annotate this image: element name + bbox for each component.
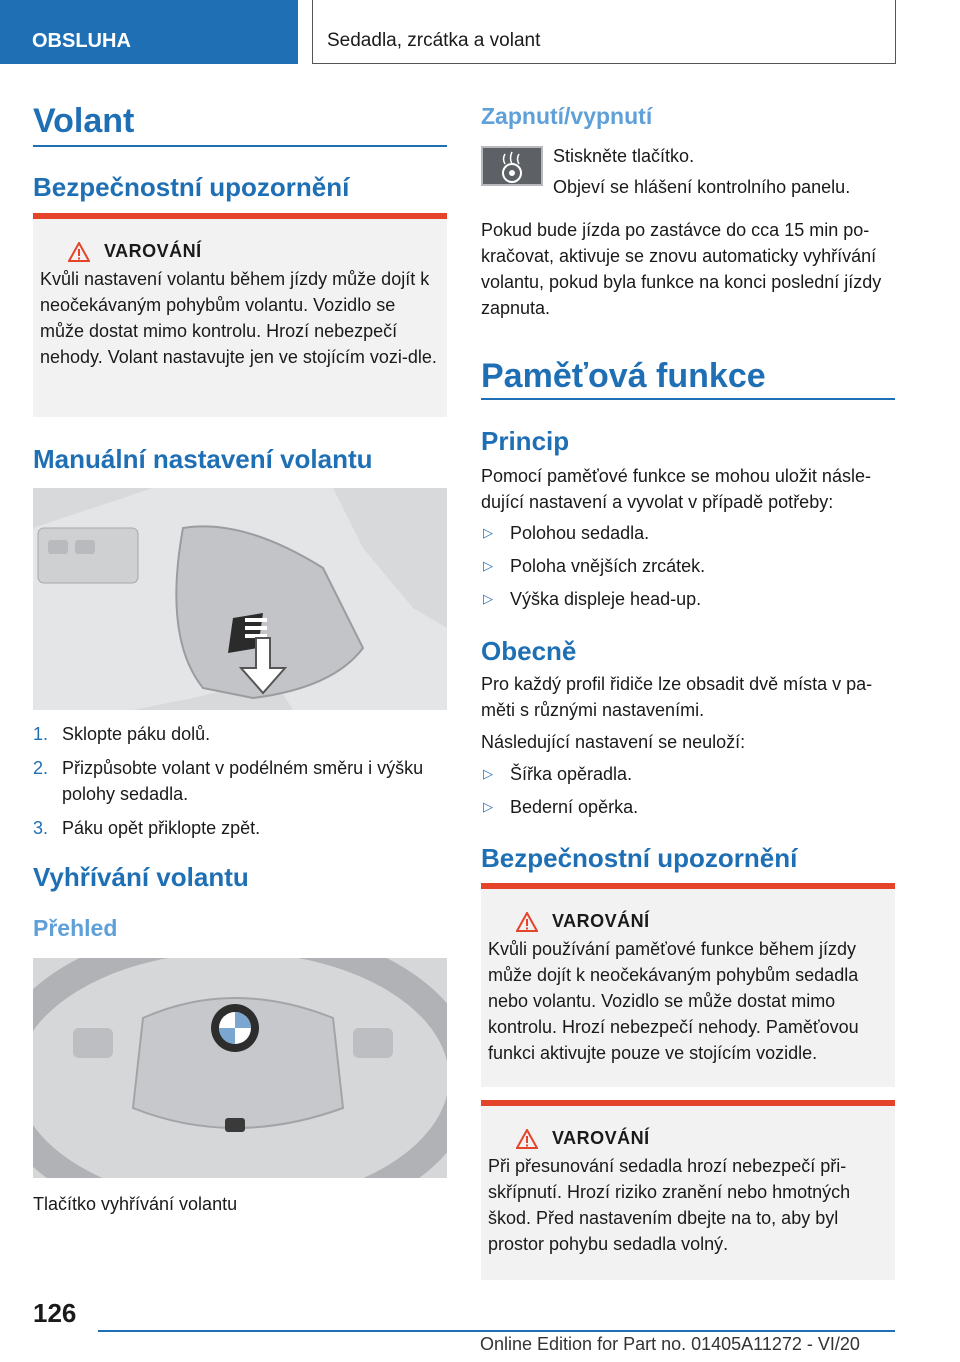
principle-text: Pomocí paměťové funkce se mohou uložit násle-dující nastavení a vyvolat v případě potřeby: xyxy=(481,466,871,512)
page-number: 126 xyxy=(33,1298,77,1328)
not-saved-text: Následující nastavení se neuloží: xyxy=(481,732,746,752)
section-tab: OBSLUHA xyxy=(0,0,298,64)
warning-label: VAROVÁNÍ xyxy=(104,241,202,261)
footer-rule xyxy=(98,1330,895,1332)
safety-heading-right: Bezpečnostní upozornění xyxy=(481,843,798,873)
list-item: ▷ Bederní opěrka. xyxy=(483,797,639,817)
warning-triangle-icon xyxy=(516,1129,538,1149)
general-heading: Obecně xyxy=(481,636,577,666)
title-rule xyxy=(33,145,447,147)
onoff-heading: Zapnutí/vypnutí xyxy=(481,103,653,129)
list-item: 2. Přizpůsobte volant v podélném směru i výšku polohy sedadla. xyxy=(33,758,424,804)
safety-heading-left: Bezpečnostní upozornění xyxy=(33,172,350,202)
edition-text: Online Edition for Part no. 01405A11272 - VI/20 xyxy=(480,1334,860,1354)
manual-heading: Manuální nastavení volantu xyxy=(33,444,373,474)
chapter-title: Sedadla, zrcátka a volant xyxy=(312,0,896,64)
not-saved-list xyxy=(481,761,895,827)
overview-heading: Přehled xyxy=(33,915,118,941)
warning-label: VAROVÁNÍ xyxy=(552,911,650,931)
stop-text: Pokud bude jízda po zastávce do cca 15 min po-kračovat, aktivuje se znovu automaticky vyhřívání volantu, pokud byla funkce na konci poslední jízdy zapnuta. xyxy=(481,220,882,318)
list-item: ▷ Polohou sedadla. xyxy=(483,523,650,543)
warning-box-2 xyxy=(481,883,895,1087)
warning-text: Při přesunování sedadla hrozí nebezpečí při-skřípnutí. Hrozí riziko zranění nebo hmotných škod. Před nastavením dbejte na to, aby byl prostor pohybu sedadla volný. xyxy=(488,1156,851,1254)
principle-heading: Princip xyxy=(481,426,570,456)
press-text: Stiskněte tlačítko. xyxy=(553,146,695,166)
warning-box-3 xyxy=(481,1100,895,1280)
steering-column-lever-image xyxy=(33,488,447,710)
list-item: ▷ Poloha vnějších zrcátek. xyxy=(483,556,706,576)
warning-triangle-icon xyxy=(68,242,90,262)
heating-button-icon xyxy=(481,146,543,186)
list-item: 3. Páku opět přiklopte zpět. xyxy=(33,818,261,838)
principle-list xyxy=(481,520,895,619)
general-text: Pro každý profil řidiče lze obsadit dvě místa v pa-měti s různými nastaveními. xyxy=(481,674,873,720)
warning-triangle-icon xyxy=(516,912,538,932)
page-title: Volant xyxy=(33,102,135,140)
heating-heading: Vyhřívání volantu xyxy=(33,862,249,892)
list-item: ▷ Výška displeje head-up. xyxy=(483,589,702,609)
message-text: Objeví se hlášení kontrolního panelu. xyxy=(553,177,851,197)
memory-rule xyxy=(481,398,895,400)
adjust-steps xyxy=(33,721,447,849)
memory-heading: Paměťová funkce xyxy=(481,357,766,395)
list-item: 1. Sklopte páku dolů. xyxy=(33,724,211,744)
warning-text: Kvůli používání paměťové funkce během jízdy může dojít k neočekávaným pohybům sedadla nebo volantu. Vozidlo se může dostat mimo kontrolu. Hrozí nebezpečí nehody. Paměťovou funkci aktivujte pouze ve stojícím vozidle. xyxy=(488,939,859,1063)
warning-text: Kvůli nastavení volantu během jízdy může dojít k neočekávaným pohybům volantu. Vozidlo se může dostat mimo kontrolu. Hrozí nebezpečí nehody. Volant nastavujte jen ve stojícím vozi-dle. xyxy=(40,269,437,367)
steering-wheel-image xyxy=(33,958,447,1178)
image-caption: Tlačítko vyhřívání volantu xyxy=(33,1194,238,1214)
list-item: ▷ Šířka opěradla. xyxy=(483,764,633,784)
warning-box-1 xyxy=(33,213,447,417)
warning-label: VAROVÁNÍ xyxy=(552,1128,650,1148)
